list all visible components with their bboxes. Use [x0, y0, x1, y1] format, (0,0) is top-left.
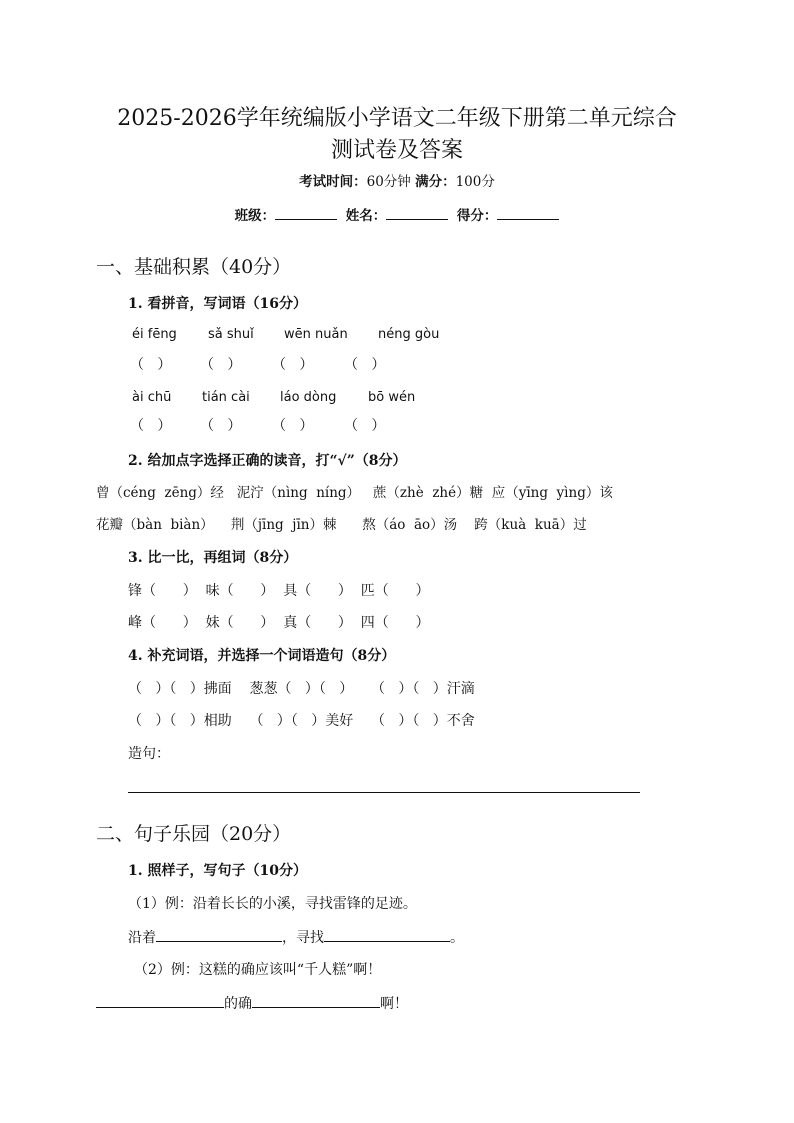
q2-title: 2. 给加点字选择正确的读音，打“√”（8分） [128, 453, 407, 469]
name-blank[interactable] [386, 205, 448, 220]
answer-box-6[interactable]: （ ） [200, 418, 242, 434]
q3-title: 3. 比一比，再组词（8分） [128, 550, 298, 566]
points-blank[interactable] [497, 205, 559, 220]
pinyin-2: sǎ shuǐ [208, 327, 254, 342]
pinyin-3: wēn nuǎn [284, 327, 348, 342]
score-value: 100分 [455, 174, 495, 190]
pinyin-7: láo dòng [280, 390, 337, 405]
q4-title: 4. 补充词语，并选择一个词语造句（8分） [128, 648, 396, 664]
section-1-title: 一、基础积累（40分） [96, 256, 292, 278]
student-info [0, 205, 794, 226]
fill-blank-1b[interactable] [324, 927, 450, 942]
sentence-label: 造句： [128, 746, 170, 762]
exam-meta [0, 172, 794, 192]
answer-box-1[interactable]: （ ） [130, 357, 172, 373]
answer-box-4[interactable]: （ ） [344, 357, 386, 373]
q2-line-2: 花瓣（bàn biàn） 荆（jīng jīn）棘 熬（áo āo）汤 跨（kuà kuā）过 [96, 517, 587, 533]
time-value: 60分钟 [366, 174, 411, 190]
answer-box-5[interactable]: （ ） [130, 418, 172, 434]
fill-sentence-1: 沿着 ，寻找 。 [128, 927, 464, 948]
example-2: （2）例：这糕的确应该叫“千人糕”啊！ [134, 962, 382, 978]
q2-line-1: 曾（céng zēng）经 泥泞（nìng níng） 蔗（zhè zhé）糖 应（yīng yìng）该 [96, 485, 613, 501]
pinyin-5: ài chū [132, 390, 172, 405]
answer-box-8[interactable]: （ ） [344, 418, 386, 434]
fill-blank-1a[interactable] [156, 927, 282, 942]
time-label: 考试时间： [299, 174, 367, 190]
answer-box-3[interactable]: （ ） [272, 357, 314, 373]
sentence-answer-line[interactable] [128, 792, 640, 793]
pinyin-8: bō wén [368, 390, 416, 405]
title-line-2: 测试卷及答案 [330, 138, 463, 163]
q4-line-2: （ ）（ ）相助 （ ）（ ）美好 （ ）（ ）不舍 [128, 713, 475, 729]
pinyin-4: néng gòu [378, 327, 440, 342]
points-label: 得分： [456, 208, 498, 224]
class-blank[interactable] [275, 205, 337, 220]
q3-line-2: 峰（ ） 妹（ ） 真（ ） 四（ ） [128, 615, 430, 631]
fill-blank-2b[interactable] [252, 993, 380, 1008]
s2-q1-title: 1. 照样子，写句子（10分） [128, 863, 307, 879]
section-2-title: 二、句子乐园（20分） [96, 823, 292, 845]
name-label: 姓名： [345, 208, 387, 224]
score-label: 满分： [415, 174, 456, 190]
q1-title: 1. 看拼音，写词语（16分） [128, 296, 307, 312]
q4-line-1: （ ）（ ）拂面 葱葱（ ）（ ） （ ）（ ）汗滴 [128, 681, 475, 697]
title-line-1: 2025-2026学年统编版小学语文二年级下册第二单元综合 [117, 106, 677, 131]
pinyin-1: éi fēng [132, 327, 177, 342]
q3-line-1: 锋（ ） 味（ ） 具（ ） 匹（ ） [128, 583, 430, 599]
class-label: 班级： [234, 208, 276, 224]
fill-blank-2a[interactable] [96, 993, 224, 1008]
fill-sentence-2: 的确 啊！ [96, 993, 408, 1014]
answer-box-7[interactable]: （ ） [272, 418, 314, 434]
example-1: （1）例：沿着长长的小溪，寻找雷锋的足迹。 [128, 896, 417, 912]
answer-box-2[interactable]: （ ） [200, 357, 242, 373]
pinyin-6: tián cài [202, 390, 250, 405]
